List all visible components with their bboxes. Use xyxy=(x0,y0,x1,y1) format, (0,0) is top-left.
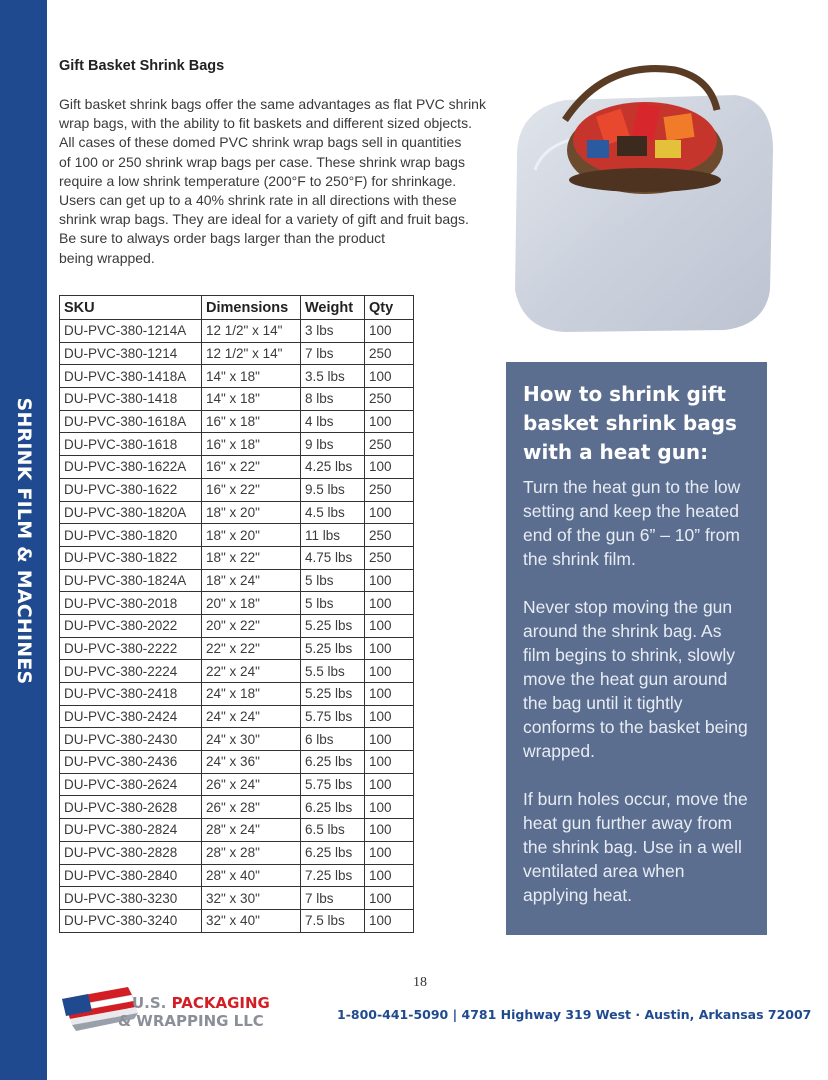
logo-title xyxy=(132,994,270,1012)
cell-dimensions: 18" x 20" xyxy=(202,524,301,547)
cell-sku: DU-PVC-380-1214A xyxy=(60,320,202,343)
cell-qty: 100 xyxy=(365,660,414,683)
cell-sku: DU-PVC-380-2222 xyxy=(60,637,202,660)
cell-dimensions: 24" x 30" xyxy=(202,728,301,751)
cell-sku: DU-PVC-380-1824A xyxy=(60,569,202,592)
cell-dimensions: 18" x 24" xyxy=(202,569,301,592)
cell-sku: DU-PVC-380-1820 xyxy=(60,524,202,547)
cell-sku: DU-PVC-380-2224 xyxy=(60,660,202,683)
table-row xyxy=(60,320,414,343)
cell-sku: DU-PVC-380-1822 xyxy=(60,546,202,569)
cell-dimensions: 14" x 18" xyxy=(202,388,301,411)
table-row xyxy=(60,796,414,819)
cell-qty: 250 xyxy=(365,524,414,547)
table-row xyxy=(60,773,414,796)
cell-weight: 6.5 lbs xyxy=(301,819,365,842)
cell-qty: 250 xyxy=(365,478,414,501)
cell-qty: 100 xyxy=(365,819,414,842)
cell-weight: 3 lbs xyxy=(301,320,365,343)
sku-table xyxy=(59,295,414,933)
table-row xyxy=(60,478,414,501)
cell-qty: 100 xyxy=(365,365,414,388)
howto-panel xyxy=(506,362,767,935)
cell-weight: 5.5 lbs xyxy=(301,660,365,683)
cell-sku: DU-PVC-380-1618A xyxy=(60,410,202,433)
howto-step: Never stop moving the gun around the shrink bag. As film begins to shrink, slowly move the heat gun around the bag until it tightly conforms to the basket being wrapped. xyxy=(523,597,748,761)
cell-weight: 7.25 lbs xyxy=(301,864,365,887)
cell-dimensions: 32" x 40" xyxy=(202,909,301,932)
table-row xyxy=(60,660,414,683)
intro-line: require a low shrink temperature (200°F to 250°F) for shrinkage. xyxy=(59,172,457,189)
cell-dimensions: 18" x 22" xyxy=(202,546,301,569)
cell-sku: DU-PVC-380-1618 xyxy=(60,433,202,456)
table-row xyxy=(60,546,414,569)
table-row xyxy=(60,342,414,365)
cell-qty: 100 xyxy=(365,456,414,479)
cell-weight: 4.25 lbs xyxy=(301,456,365,479)
intro-line: All cases of these domed PVC shrink wrap bags sell in quantities xyxy=(59,134,462,151)
cell-qty: 100 xyxy=(365,501,414,524)
cell-dimensions: 22" x 24" xyxy=(202,660,301,683)
cell-weight: 6.25 lbs xyxy=(301,841,365,864)
cell-dimensions: 26" x 28" xyxy=(202,796,301,819)
header-weight: Weight xyxy=(301,296,365,320)
cell-qty: 250 xyxy=(365,433,414,456)
cell-sku: DU-PVC-380-2628 xyxy=(60,796,202,819)
cell-dimensions: 24" x 18" xyxy=(202,683,301,706)
cell-dimensions: 24" x 24" xyxy=(202,705,301,728)
cell-sku: DU-PVC-380-2018 xyxy=(60,592,202,615)
cell-dimensions: 16" x 22" xyxy=(202,456,301,479)
cell-qty: 100 xyxy=(365,864,414,887)
cell-dimensions: 26" x 24" xyxy=(202,773,301,796)
cell-sku: DU-PVC-380-1622 xyxy=(60,478,202,501)
cell-qty: 100 xyxy=(365,728,414,751)
cell-weight: 5.25 lbs xyxy=(301,683,365,706)
intro-line: wrap bags, with the ability to fit baskets and different sized objects. xyxy=(59,115,472,132)
table-row xyxy=(60,410,414,433)
table-row xyxy=(60,433,414,456)
footer-contact: 1-800-441-5090 | 4781 Highway 319 West · Austin, Arkansas 72007 xyxy=(337,1007,812,1022)
cell-qty: 250 xyxy=(365,342,414,365)
cell-dimensions: 22" x 22" xyxy=(202,637,301,660)
table-row xyxy=(60,614,414,637)
intro-line: being wrapped. xyxy=(59,249,155,266)
cell-qty: 100 xyxy=(365,592,414,615)
gift-basket-photo xyxy=(505,40,785,340)
cell-weight: 5 lbs xyxy=(301,569,365,592)
section-title: Gift Basket Shrink Bags xyxy=(59,58,225,74)
cell-sku: DU-PVC-380-2430 xyxy=(60,728,202,751)
cell-sku: DU-PVC-380-1214 xyxy=(60,342,202,365)
cell-qty: 100 xyxy=(365,887,414,910)
page-number: 18 xyxy=(413,975,427,990)
table-row xyxy=(60,592,414,615)
table-row xyxy=(60,819,414,842)
cell-sku: DU-PVC-380-2424 xyxy=(60,705,202,728)
cell-sku: DU-PVC-380-2418 xyxy=(60,683,202,706)
cell-sku: DU-PVC-380-1418A xyxy=(60,365,202,388)
intro-line: of 100 or 250 shrink wrap bags per case. These shrink wrap bags xyxy=(59,153,465,170)
table-row xyxy=(60,501,414,524)
cell-sku: DU-PVC-380-2824 xyxy=(60,819,202,842)
table-row xyxy=(60,637,414,660)
cell-sku: DU-PVC-380-1418 xyxy=(60,388,202,411)
table-row xyxy=(60,909,414,932)
howto-step: If burn holes occur, move the heat gun further away from the shrink bag. Use in a well ventilated area when applying heat. xyxy=(523,789,748,905)
intro-line: Gift basket shrink bags offer the same advantages as flat PVC shrink xyxy=(59,96,486,112)
header-qty: Qty xyxy=(365,296,414,320)
cell-weight: 5.75 lbs xyxy=(301,705,365,728)
cell-dimensions: 12 1/2" x 14" xyxy=(202,320,301,343)
cell-dimensions: 12 1/2" x 14" xyxy=(202,342,301,365)
header-dimensions: Dimensions xyxy=(202,296,301,320)
header-sku: SKU xyxy=(60,296,202,320)
cell-dimensions: 20" x 22" xyxy=(202,614,301,637)
cell-weight: 9.5 lbs xyxy=(301,478,365,501)
cell-qty: 100 xyxy=(365,909,414,932)
cell-weight: 7 lbs xyxy=(301,887,365,910)
cell-sku: DU-PVC-380-3240 xyxy=(60,909,202,932)
table-row xyxy=(60,728,414,751)
cell-qty: 100 xyxy=(365,320,414,343)
cell-sku: DU-PVC-380-2022 xyxy=(60,614,202,637)
cell-qty: 100 xyxy=(365,637,414,660)
cell-weight: 5.25 lbs xyxy=(301,637,365,660)
table-row xyxy=(60,365,414,388)
cell-qty: 100 xyxy=(365,410,414,433)
howto-step: Turn the heat gun to the low setting and keep the heated end of the gun 6” – 10” from the shrink film. xyxy=(523,477,741,569)
cell-weight: 11 lbs xyxy=(301,524,365,547)
table-row xyxy=(60,388,414,411)
cell-dimensions: 28" x 40" xyxy=(202,864,301,887)
cell-dimensions: 28" x 24" xyxy=(202,819,301,842)
cell-qty: 100 xyxy=(365,751,414,774)
cell-sku: DU-PVC-380-1622A xyxy=(60,456,202,479)
cell-weight: 7.5 lbs xyxy=(301,909,365,932)
cell-dimensions: 16" x 18" xyxy=(202,410,301,433)
cell-dimensions: 14" x 18" xyxy=(202,365,301,388)
cell-dimensions: 16" x 18" xyxy=(202,433,301,456)
logo-packaging: PACKAGING xyxy=(171,994,270,1012)
cell-weight: 6.25 lbs xyxy=(301,796,365,819)
intro-line: shrink wrap bags. They are ideal for a variety of gift and fruit bags. xyxy=(59,211,469,228)
logo-subtitle: & WRAPPING LLC xyxy=(118,1012,264,1030)
intro-line: Be sure to always order bags larger than the product xyxy=(59,230,386,247)
table-row xyxy=(60,683,414,706)
cell-weight: 4.5 lbs xyxy=(301,501,365,524)
table-row xyxy=(60,569,414,592)
table-row xyxy=(60,524,414,547)
cell-weight: 9 lbs xyxy=(301,433,365,456)
table-row xyxy=(60,864,414,887)
table-row xyxy=(60,456,414,479)
cell-qty: 250 xyxy=(365,388,414,411)
side-tab-label: SHRINK FILM & MACHINES xyxy=(13,397,35,684)
cell-weight: 6 lbs xyxy=(301,728,365,751)
cell-dimensions: 28" x 28" xyxy=(202,841,301,864)
cell-dimensions: 20" x 18" xyxy=(202,592,301,615)
cell-qty: 100 xyxy=(365,841,414,864)
howto-title: How to shrink gift basket shrink bags with a heat gun: xyxy=(523,382,737,464)
table-row xyxy=(60,705,414,728)
cell-dimensions: 18" x 20" xyxy=(202,501,301,524)
cell-qty: 100 xyxy=(365,773,414,796)
cell-sku: DU-PVC-380-1820A xyxy=(60,501,202,524)
cell-weight: 4.75 lbs xyxy=(301,546,365,569)
cell-qty: 100 xyxy=(365,796,414,819)
cell-weight: 7 lbs xyxy=(301,342,365,365)
cell-weight: 5.25 lbs xyxy=(301,614,365,637)
intro-line: Users can get up to a 40% shrink rate in all directions with these xyxy=(59,192,457,209)
cell-dimensions: 16" x 22" xyxy=(202,478,301,501)
cell-qty: 100 xyxy=(365,705,414,728)
cell-qty: 100 xyxy=(365,683,414,706)
table-row xyxy=(60,841,414,864)
cell-qty: 250 xyxy=(365,546,414,569)
side-tab xyxy=(9,397,39,684)
cell-weight: 8 lbs xyxy=(301,388,365,411)
cell-qty: 100 xyxy=(365,614,414,637)
cell-dimensions: 32" x 30" xyxy=(202,887,301,910)
cell-sku: DU-PVC-380-3230 xyxy=(60,887,202,910)
cell-weight: 5 lbs xyxy=(301,592,365,615)
cell-weight: 5.75 lbs xyxy=(301,773,365,796)
table-header-row xyxy=(60,296,414,320)
cell-weight: 6.25 lbs xyxy=(301,751,365,774)
cell-weight: 4 lbs xyxy=(301,410,365,433)
table-row xyxy=(60,887,414,910)
cell-sku: DU-PVC-380-2436 xyxy=(60,751,202,774)
company-logo xyxy=(58,985,288,1035)
cell-sku: DU-PVC-380-2828 xyxy=(60,841,202,864)
cell-sku: DU-PVC-380-2624 xyxy=(60,773,202,796)
cell-qty: 100 xyxy=(365,569,414,592)
cell-weight: 3.5 lbs xyxy=(301,365,365,388)
table-body xyxy=(60,320,414,933)
logo-us: U.S. xyxy=(132,994,167,1012)
cell-dimensions: 24" x 36" xyxy=(202,751,301,774)
cell-sku: DU-PVC-380-2840 xyxy=(60,864,202,887)
table-row xyxy=(60,751,414,774)
intro-paragraph xyxy=(59,95,499,268)
